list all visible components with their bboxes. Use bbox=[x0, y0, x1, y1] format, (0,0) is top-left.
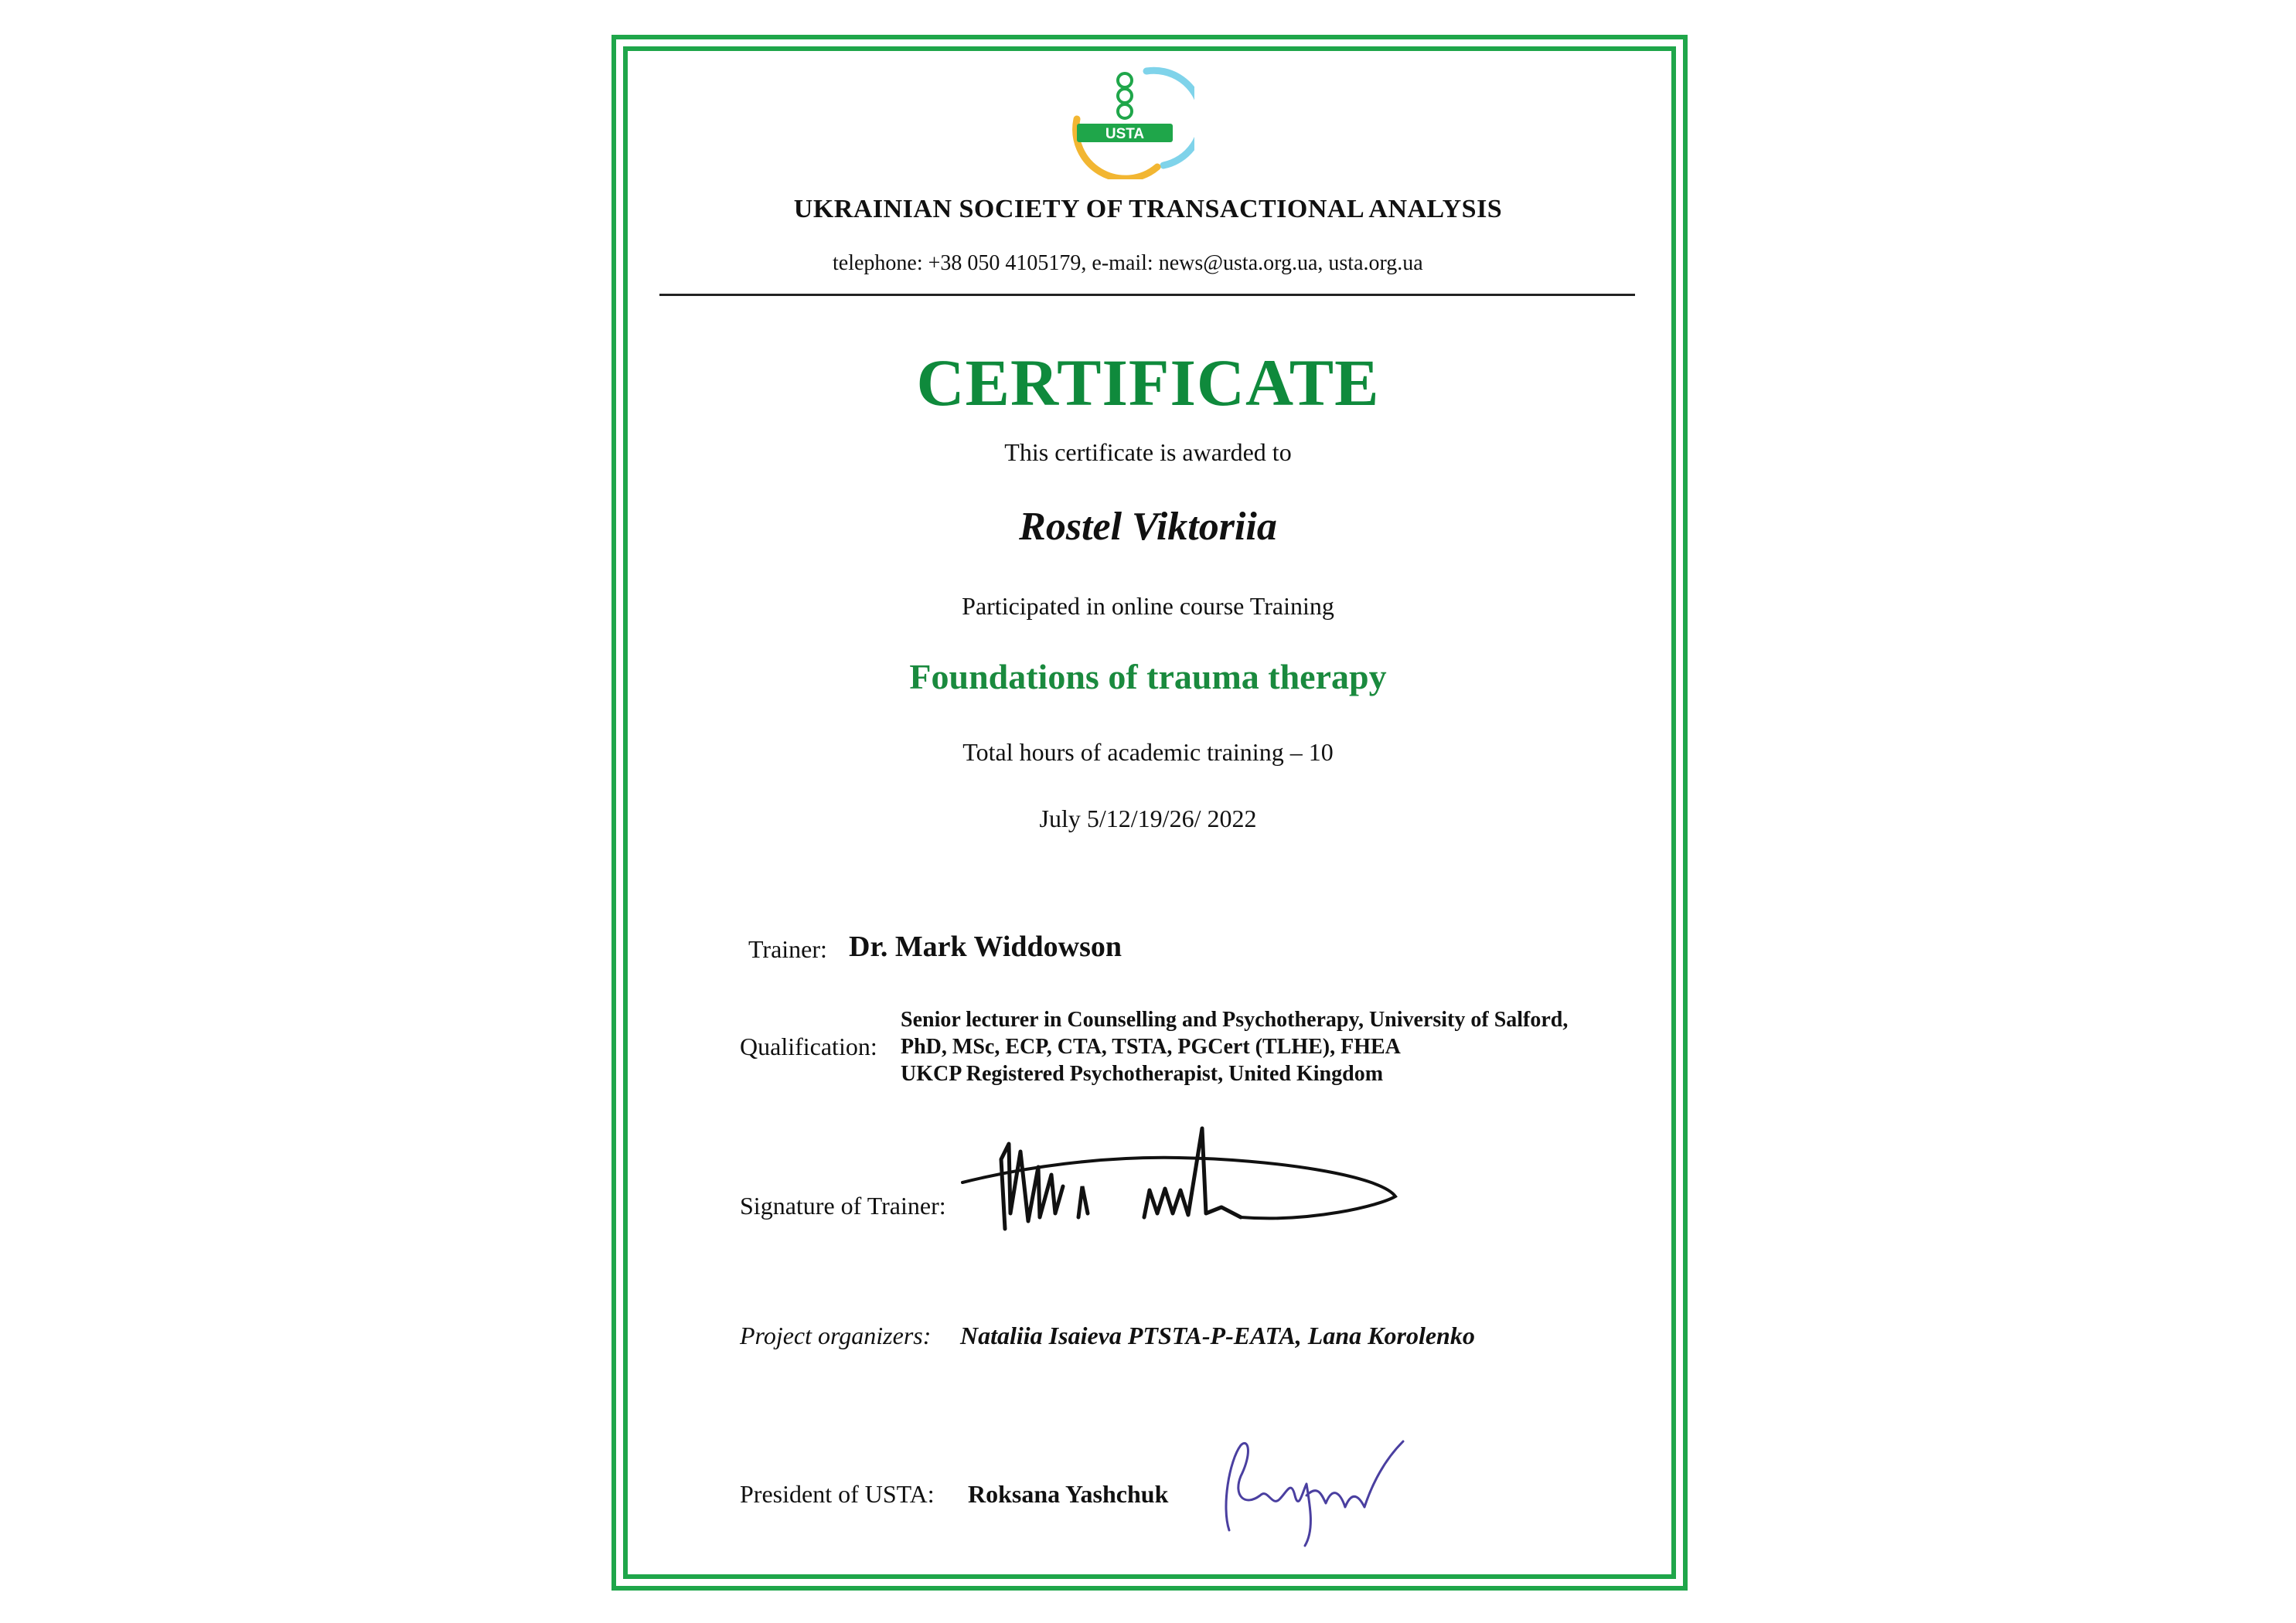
trainer-label: Trainer: bbox=[748, 935, 827, 963]
course-title: Foundations of trauma therapy bbox=[909, 657, 1387, 696]
organizers-names: Nataliia Isaieva PTSTA-P-EATA, Lana Korolenko bbox=[960, 1322, 1475, 1349]
trainer-signature-label: Signature of Trainer: bbox=[740, 1192, 946, 1220]
org-name: UKRAINIAN SOCIETY OF TRANSACTIONAL ANALYSIS bbox=[793, 195, 1503, 223]
contact-info: telephone: +38 050 4105179, e-mail: news@usta.org.ua, usta.org.ua bbox=[833, 251, 1423, 275]
president-signature-icon bbox=[1206, 1422, 1411, 1550]
trainer-signature-icon bbox=[947, 1121, 1411, 1244]
qualification-text bbox=[901, 1006, 1568, 1087]
awarded-text: This certificate is awarded to bbox=[1004, 438, 1292, 466]
usta-logo-icon bbox=[1071, 63, 1194, 179]
header-divider bbox=[659, 294, 1635, 296]
participated-text: Participated in online course Training bbox=[962, 592, 1334, 620]
qualification-line: UKCP Registered Psychotherapist, United Kingdom bbox=[901, 1062, 1384, 1086]
certificate-title: CERTIFICATE bbox=[916, 345, 1380, 420]
president-label: President of USTA: bbox=[740, 1480, 935, 1508]
training-hours: Total hours of academic training – 10 bbox=[962, 738, 1334, 766]
qualification-line: Senior lecturer in Counselling and Psychotherapy, University of Salford, bbox=[901, 1008, 1569, 1032]
president-name: Roksana Yashchuk bbox=[968, 1480, 1169, 1508]
recipient-name: Rostel Viktoriia bbox=[1019, 505, 1277, 549]
qualification-line: PhD, MSc, ECP, CTA, TSTA, PGCert (TLHE), FHEA bbox=[901, 1035, 1401, 1059]
organizers-label: Project organizers: bbox=[740, 1322, 932, 1349]
course-dates: July 5/12/19/26/ 2022 bbox=[1039, 805, 1257, 832]
trainer-name: Dr. Mark Widdowson bbox=[849, 931, 1122, 963]
qualification-label: Qualification: bbox=[740, 1033, 877, 1060]
logo-text: USTA bbox=[1105, 126, 1145, 142]
